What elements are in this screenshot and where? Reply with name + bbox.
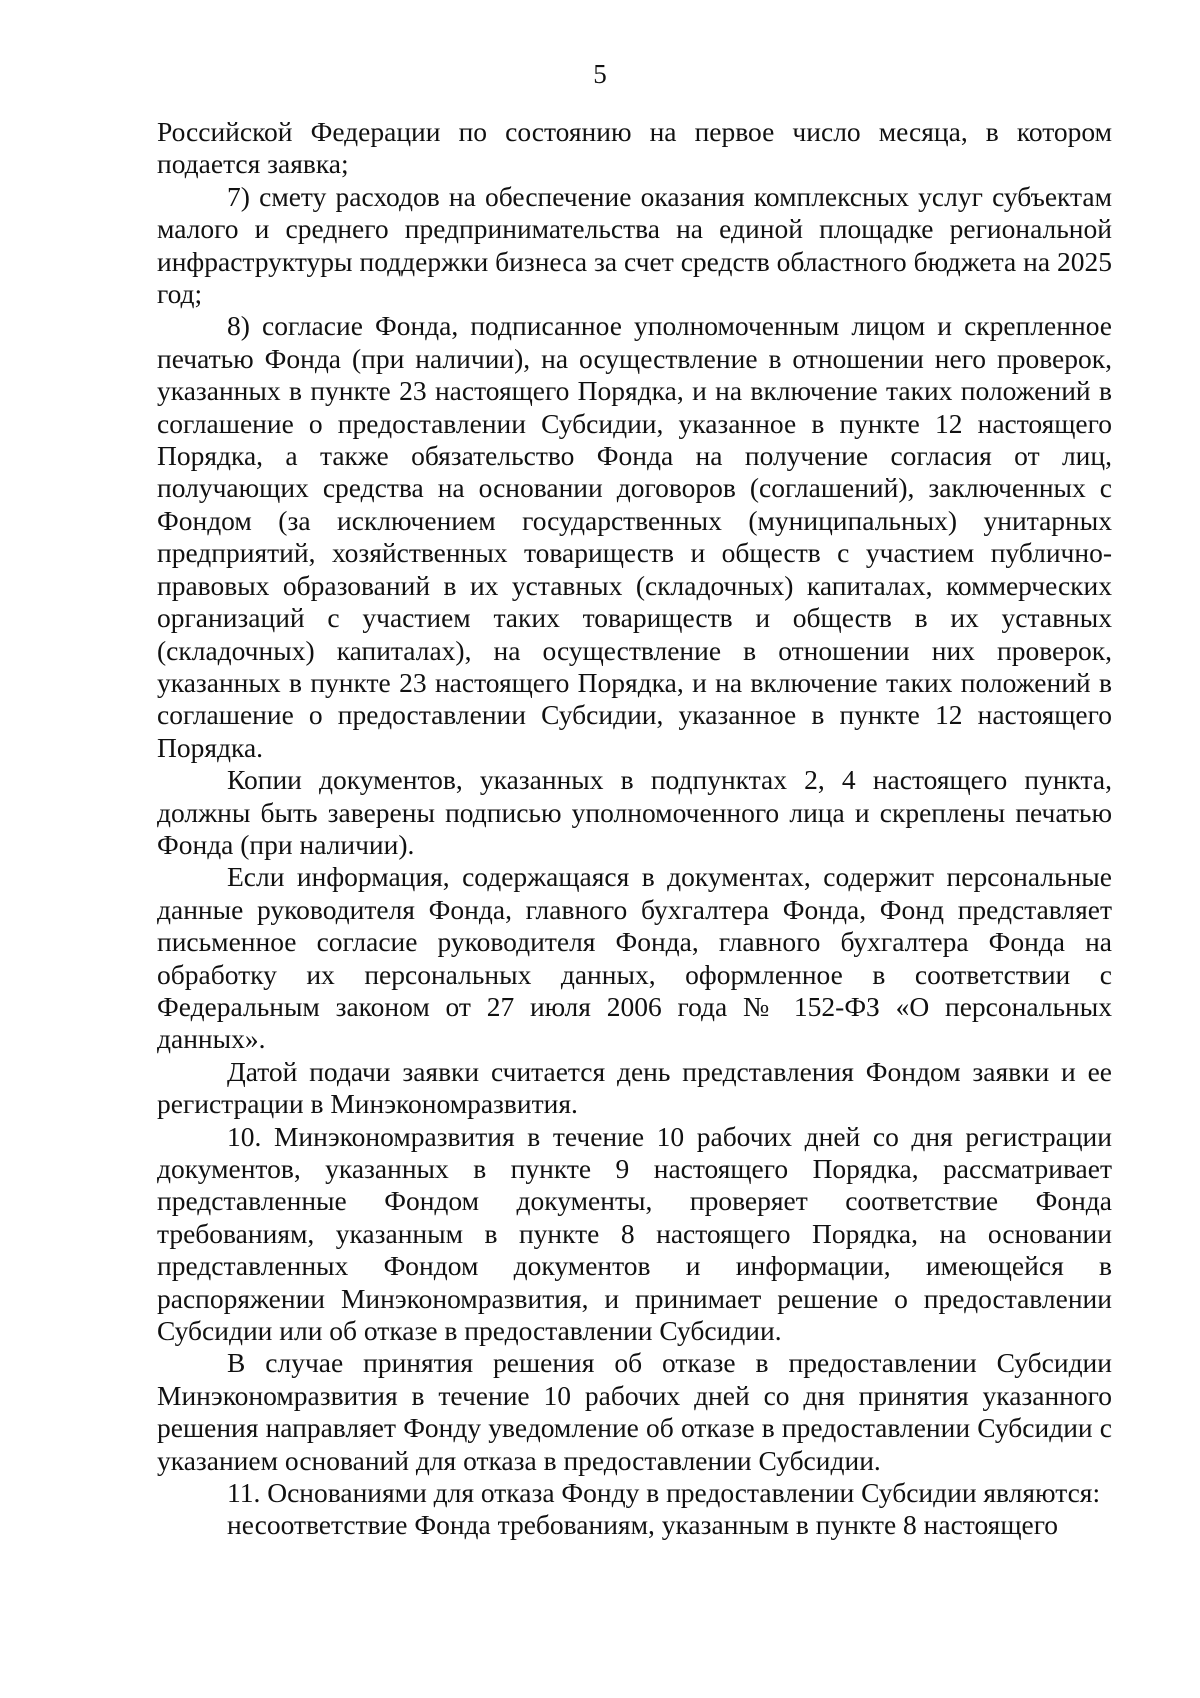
paragraph-continuation: Российской Федерации по состоянию на первое число месяца, в котором подается заявка; [157,116,1112,180]
document-body [157,116,1112,1542]
paragraph-refusal-notice: В случае принятия решения об отказе в предоставлении Субсидии Минэкономразвития в течение 10 рабочих дней со дня принятия указанного решения направляет Фонду уведомление об отказе в предоставлении Субсидии с указанием оснований для отказа в предоставлении Субсидии. [157,1347,1112,1476]
paragraph-personal-data: Если информация, содержащаяся в документах, содержит персональные данные руководителя Фонда, главного бухгалтера Фонда, Фонд представляет письменное согласие руководителя Фонда, главного бухгалтера Фонда на обработку их персональных данных, оформленное в соответствии с Федеральным законом от 27 июля 2006 года № 152-ФЗ «О персональных данных». [157,861,1112,1055]
paragraph-item-8: 8) согласие Фонда, подписанное уполномоченным лицом и скрепленное печатью Фонда (при наличии), на осуществление в отношении него проверок, указанных в пункте 23 настоящего Порядка, и на включение таких положений в соглашение о предоставлении Субсидии, указанное в пункте 12 настоящего Порядка, а также обязательство Фонда на получение согласия от лиц, получающих средства на основании договоров (соглашений), заключенных с Фондом (за исключением государственных (муниципальных) унитарных предприятий, хозяйственных товариществ и обществ с участием публично-правовых образований в их уставных (складочных) капиталах, коммерческих организаций с участием таких товариществ и обществ в их уставных (складочных) капиталах), на осуществление в отношении них проверок, указанных в пункте 23 настоящего Порядка, и на включение таких положений в соглашение о предоставлении Субсидии, указанное в пункте 12 настоящего Порядка. [157,310,1112,763]
paragraph-item-7: 7) смету расходов на обеспечение оказания комплексных услуг субъектам малого и среднего предпринимательства на единой площадке региональной инфраструктуры поддержки бизнеса за счет средств областного бюджета на 2025 год; [157,180,1112,310]
paragraph-copies: Копии документов, указанных в подпунктах 2, 4 настоящего пункта, должны быть заверены подписью уполномоченного лица и скреплены печатью Фонда (при наличии). [157,764,1112,860]
paragraph-clause-11: 11. Основаниями для отказа Фонду в предоставлении Субсидии являются: [227,1477,1101,1509]
page-number: 5 [593,59,607,89]
paragraph-refusal-ground: несоответствие Фонда требованиям, указанным в пункте 8 настоящего [227,1509,1059,1541]
paragraph-clause-10: 10. Минэкономразвития в течение 10 рабочих дней со дня регистрации документов, указанных в пункте 9 настоящего Порядка, рассматривает представленные Фондом документы, проверяет соответствие Фонда требованиям, указанным в пункте 8 настоящего Порядка, на основании представленных Фондом документов и информации, имеющейся в распоряжении Минэкономразвития, и принимает решение о предоставлении Субсидии или об отказе в предоставлении Субсидии. [157,1120,1112,1347]
paragraph-submission-date: Датой подачи заявки считается день представления Фондом заявки и ее регистрации в Минэкономразвития. [157,1055,1112,1120]
